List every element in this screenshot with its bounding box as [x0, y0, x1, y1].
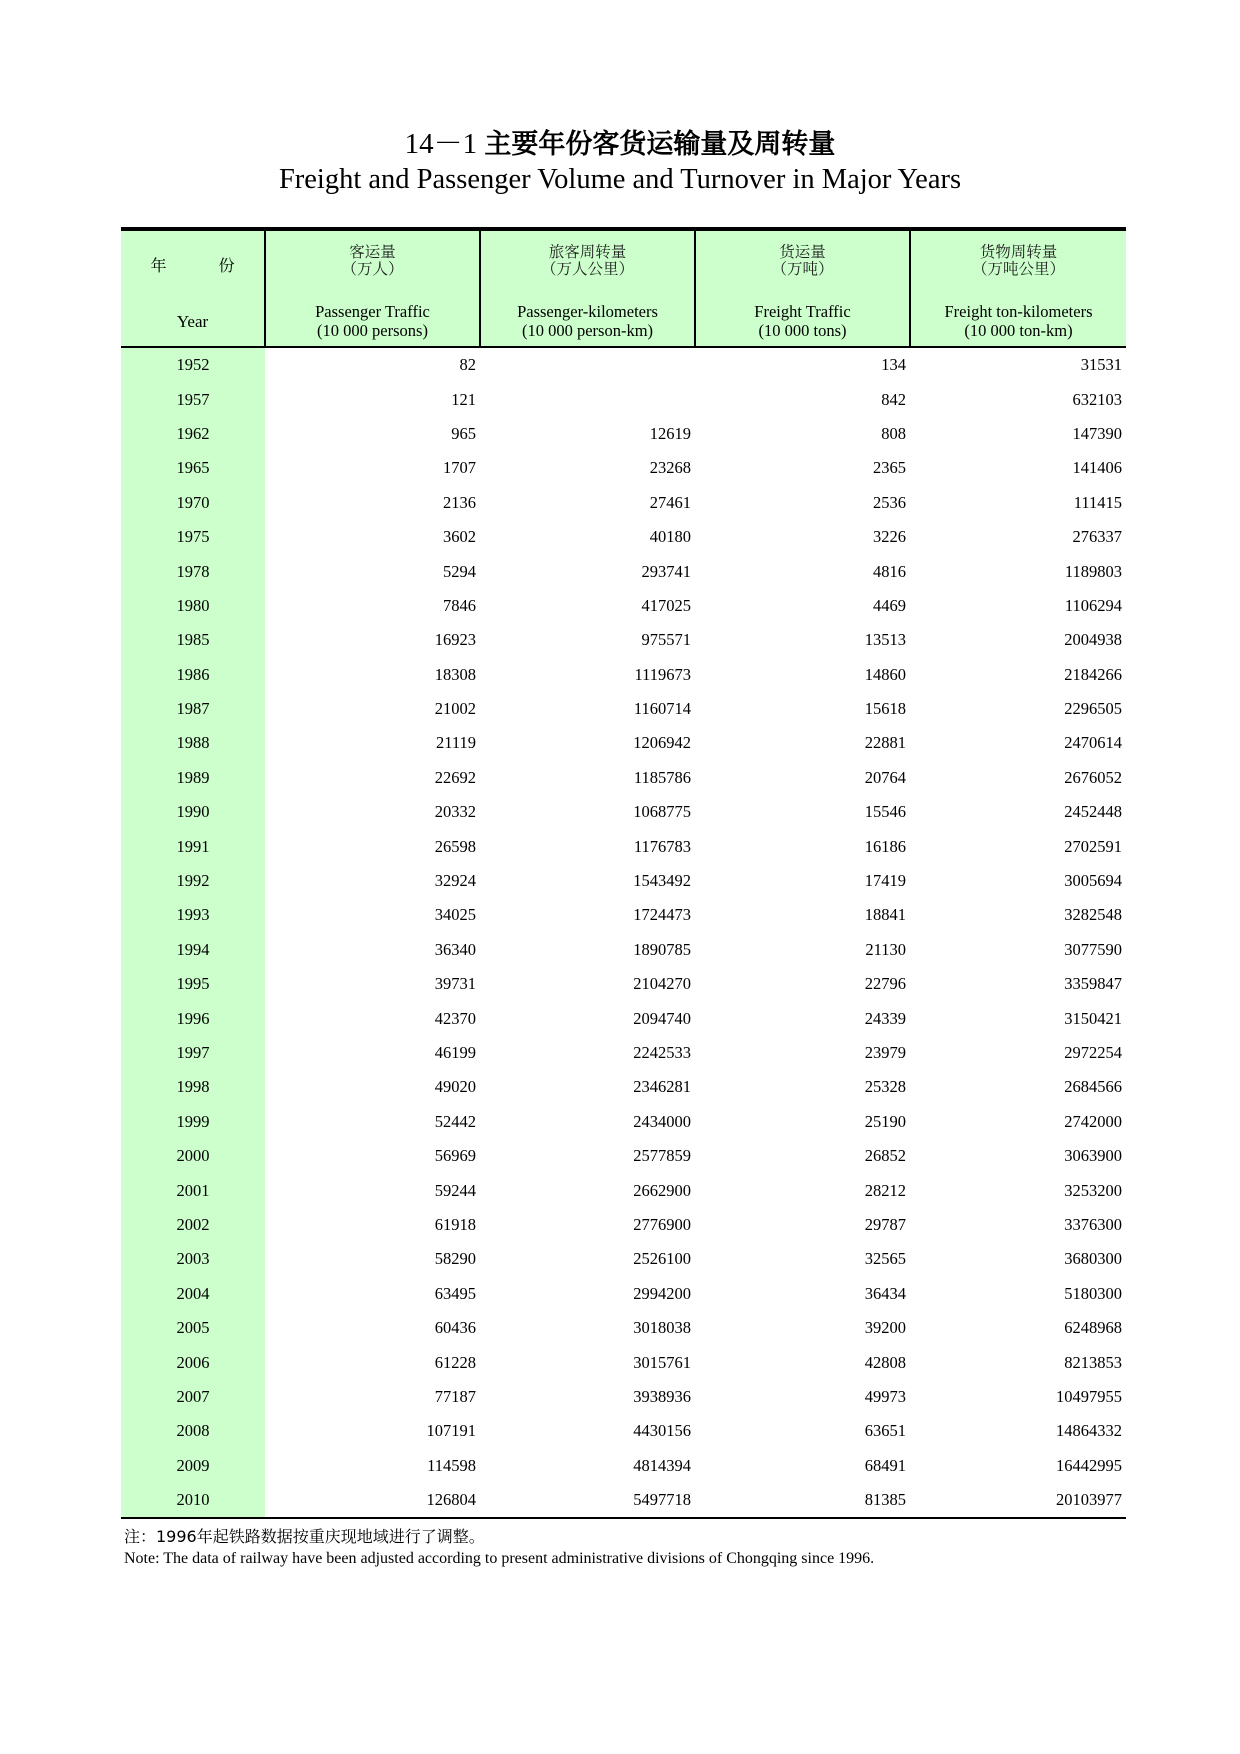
- value-cell: 10497955: [1056, 1386, 1122, 1406]
- value-cell: 7846: [443, 595, 476, 615]
- value-cell: 3018038: [633, 1318, 691, 1338]
- value-cell: 4816: [873, 561, 906, 581]
- value-cell: 293741: [641, 561, 691, 581]
- table-row: [121, 795, 1126, 829]
- header-en: Freight Traffic: [754, 302, 851, 321]
- value-cell: 3282548: [1064, 905, 1122, 925]
- year-cell: 1999: [121, 1105, 265, 1139]
- year-cell: 2010: [121, 1483, 265, 1518]
- table-row: [121, 1345, 1126, 1379]
- page-title-cn: [0, 124, 1240, 165]
- value-cell: 5180300: [1064, 1283, 1122, 1303]
- table-row: [121, 623, 1126, 657]
- value-cell: 1724473: [633, 905, 691, 925]
- value-cell: 1160714: [633, 699, 691, 719]
- value-cell: 23268: [649, 458, 691, 478]
- value-cell: 63651: [864, 1421, 906, 1441]
- value-cell: 1119673: [634, 664, 691, 684]
- table-row: [121, 1242, 1126, 1276]
- table-row: [121, 347, 1126, 382]
- value-cell: 147390: [1072, 423, 1122, 443]
- value-cell: 2004938: [1064, 630, 1122, 650]
- value-cell: 2184266: [1064, 664, 1122, 684]
- table-row: [121, 761, 1126, 795]
- year-cell: 2006: [121, 1345, 265, 1379]
- year-cell: 2002: [121, 1208, 265, 1242]
- value-cell: 2676052: [1064, 767, 1122, 787]
- value-cell: 3015761: [633, 1352, 691, 1372]
- value-cell: 3253200: [1064, 1180, 1122, 1200]
- value-cell: 111415: [1073, 492, 1122, 512]
- value-cell: 2577859: [633, 1146, 691, 1166]
- value-cell: 2346281: [633, 1077, 691, 1097]
- year-cell: 1990: [121, 795, 265, 829]
- value-cell: 3063900: [1064, 1146, 1122, 1166]
- value-cell: 2296505: [1064, 699, 1122, 719]
- year-cell: 1993: [121, 898, 265, 932]
- value-cell: 4430156: [633, 1421, 691, 1441]
- value-cell: 1206942: [633, 733, 691, 753]
- header-freight-traffic: [695, 229, 910, 347]
- value-cell: 3359847: [1064, 974, 1122, 994]
- value-cell: 32924: [434, 871, 476, 891]
- value-cell: [480, 382, 695, 416]
- value-cell: 49020: [434, 1077, 476, 1097]
- header-cn-unit: （万人公里）: [540, 260, 634, 278]
- header-en: Freight ton-kilometers: [944, 302, 1093, 321]
- year-cell: 2003: [121, 1242, 265, 1276]
- value-cell: 2702591: [1064, 836, 1122, 856]
- value-cell: 842: [881, 389, 906, 409]
- table-row: [121, 589, 1126, 623]
- table-row: [121, 1001, 1126, 1035]
- value-cell: 60436: [434, 1318, 476, 1338]
- value-cell: 632103: [1072, 389, 1122, 409]
- header-en-unit: (10 000 persons): [317, 321, 428, 340]
- value-cell: 23979: [864, 1043, 906, 1062]
- table-row: [121, 1208, 1126, 1242]
- year-cell: 1987: [121, 692, 265, 726]
- table-row: [121, 864, 1126, 898]
- year-cell: 1996: [121, 1001, 265, 1035]
- value-cell: 32565: [864, 1249, 906, 1269]
- value-cell: 26598: [434, 836, 476, 856]
- value-cell: 40180: [649, 527, 691, 547]
- value-cell: 18841: [864, 905, 906, 925]
- value-cell: 1176783: [633, 836, 691, 856]
- year-cell: 1952: [121, 347, 265, 382]
- value-cell: 2536: [873, 492, 906, 512]
- table-row: [121, 1380, 1126, 1414]
- year-cell: 2008: [121, 1414, 265, 1448]
- value-cell: 22692: [434, 767, 476, 787]
- year-cell: 1965: [121, 451, 265, 485]
- header-cn: 货运量: [779, 243, 826, 261]
- value-cell: 20332: [434, 802, 476, 822]
- table-row: [121, 1277, 1126, 1311]
- value-cell: 14864332: [1056, 1421, 1122, 1441]
- year-cell: 1988: [121, 726, 265, 760]
- value-cell: 14860: [864, 664, 906, 684]
- year-cell: 1997: [121, 1036, 265, 1070]
- value-cell: 276337: [1072, 527, 1122, 547]
- page-title-en: Freight and Passenger Volume and Turnover in Major Years: [278, 164, 962, 195]
- value-cell: 1106294: [1064, 595, 1122, 615]
- table-row: [121, 1449, 1126, 1483]
- value-cell: 22796: [864, 974, 906, 994]
- table-row: [121, 520, 1126, 554]
- year-cell: 1995: [121, 967, 265, 1001]
- value-cell: 13513: [864, 630, 906, 650]
- value-cell: 61228: [434, 1352, 476, 1372]
- value-cell: 1189803: [1064, 561, 1122, 581]
- header-cn: 货物周转量: [979, 243, 1058, 261]
- value-cell: 29787: [864, 1214, 906, 1234]
- value-cell: 24339: [864, 1008, 906, 1028]
- header-year-en: Year: [176, 312, 209, 331]
- year-cell: 1985: [121, 623, 265, 657]
- value-cell: 134: [881, 355, 906, 375]
- year-cell: 1975: [121, 520, 265, 554]
- value-cell: 2470614: [1064, 733, 1122, 753]
- value-cell: 2452448: [1064, 802, 1122, 822]
- value-cell: 39200: [864, 1318, 906, 1338]
- value-cell: 2994200: [633, 1283, 691, 1303]
- value-cell: 4814394: [633, 1455, 691, 1475]
- year-cell: 2005: [121, 1311, 265, 1345]
- value-cell: 2972254: [1064, 1043, 1122, 1062]
- value-cell: 42808: [864, 1352, 906, 1372]
- value-cell: 28212: [864, 1180, 906, 1200]
- note-en: Note: The data of railway have been adjusted according to present administrative divisions of Chongqing since 1996.: [124, 1550, 875, 1567]
- value-cell: 36434: [864, 1283, 906, 1303]
- value-cell: 2776900: [633, 1214, 691, 1234]
- value-cell: 2526100: [633, 1249, 691, 1269]
- value-cell: 49973: [864, 1386, 906, 1406]
- value-cell: 3005694: [1064, 871, 1122, 891]
- value-cell: 2742000: [1064, 1111, 1122, 1131]
- value-cell: 2242533: [633, 1043, 691, 1062]
- value-cell: 52442: [434, 1111, 476, 1131]
- table-row: [121, 451, 1126, 485]
- header-en: Passenger Traffic: [315, 302, 430, 321]
- header-cn: 客运量: [349, 243, 396, 261]
- table-row: [121, 1311, 1126, 1345]
- value-cell: 61918: [434, 1214, 476, 1234]
- year-cell: 2004: [121, 1277, 265, 1311]
- year-cell: 2007: [121, 1380, 265, 1414]
- year-cell: 1989: [121, 761, 265, 795]
- value-cell: 18308: [434, 664, 476, 684]
- header-en-unit: (10 000 tons): [758, 321, 847, 340]
- value-cell: 22881: [864, 733, 906, 753]
- value-cell: 3680300: [1064, 1249, 1122, 1269]
- value-cell: 2104270: [633, 974, 691, 994]
- value-cell: 1185786: [633, 767, 691, 787]
- year-cell: 1980: [121, 589, 265, 623]
- table-row: [121, 1483, 1126, 1518]
- value-cell: 121: [451, 389, 476, 409]
- value-cell: 42370: [434, 1008, 476, 1028]
- table-row: [121, 726, 1126, 760]
- value-cell: 82: [459, 355, 476, 375]
- table-row: [121, 1036, 1126, 1070]
- year-cell: 1998: [121, 1070, 265, 1104]
- value-cell: 1890785: [633, 939, 691, 959]
- year-cell: 1992: [121, 864, 265, 898]
- value-cell: 25328: [864, 1077, 906, 1097]
- header-cn-unit: （万吨）: [771, 260, 834, 278]
- value-cell: 31531: [1080, 355, 1122, 375]
- value-cell: 81385: [695, 1483, 910, 1518]
- header-year-cn: 年 份: [150, 256, 253, 275]
- header-en-unit: (10 000 ton-km): [964, 321, 1073, 340]
- value-cell: 417025: [641, 595, 691, 615]
- value-cell: 1707: [443, 458, 476, 478]
- value-cell: 2365: [873, 458, 906, 478]
- title-block: [0, 124, 1240, 198]
- table-row: [121, 486, 1126, 520]
- value-cell: 27461: [649, 492, 691, 512]
- header-en: Passenger-kilometers: [517, 302, 658, 321]
- year-cell: 1986: [121, 658, 265, 692]
- title-cn-text: 主要年份客货运输量及周转量: [484, 129, 836, 160]
- value-cell: 2662900: [633, 1180, 691, 1200]
- value-cell: 2684566: [1064, 1077, 1122, 1097]
- value-cell: 126804: [265, 1483, 480, 1518]
- value-cell: 21002: [434, 699, 476, 719]
- header-row: [121, 229, 1126, 347]
- year-cell: 2000: [121, 1139, 265, 1173]
- value-cell: 1068775: [633, 802, 691, 822]
- table-row: [121, 692, 1126, 726]
- value-cell: 1543492: [633, 871, 691, 891]
- table-row: [121, 1070, 1126, 1104]
- value-cell: 6248968: [1064, 1318, 1122, 1338]
- value-cell: 5497718: [480, 1483, 695, 1518]
- value-cell: 20764: [864, 767, 906, 787]
- table-row: [121, 382, 1126, 416]
- value-cell: 3150421: [1064, 1008, 1122, 1028]
- header-cn: 旅客周转量: [548, 243, 627, 261]
- table-row: [121, 1414, 1126, 1448]
- header-cn-unit: （万吨公里）: [971, 260, 1065, 278]
- value-cell: 15546: [864, 802, 906, 822]
- data-table: [121, 227, 1126, 1519]
- value-cell: 16442995: [1056, 1455, 1122, 1475]
- value-cell: 8213853: [1064, 1352, 1122, 1372]
- value-cell: 17419: [864, 871, 906, 891]
- value-cell: 77187: [434, 1386, 476, 1406]
- header-year: [121, 229, 265, 347]
- value-cell: 2136: [443, 492, 476, 512]
- value-cell: 3226: [873, 527, 906, 547]
- year-cell: 1994: [121, 933, 265, 967]
- value-cell: 21130: [865, 939, 906, 959]
- value-cell: 39731: [434, 974, 476, 994]
- value-cell: 58290: [434, 1249, 476, 1269]
- value-cell: 15618: [864, 699, 906, 719]
- value-cell: 16186: [864, 836, 906, 856]
- header-freight-ton-km: [910, 229, 1126, 347]
- table-row: [121, 829, 1126, 863]
- value-cell: 965: [451, 423, 476, 443]
- value-cell: 25190: [864, 1111, 906, 1131]
- value-cell: 26852: [864, 1146, 906, 1166]
- value-cell: 36340: [434, 939, 476, 959]
- table-row: [121, 967, 1126, 1001]
- value-cell: 107191: [426, 1421, 476, 1441]
- notes: [124, 1526, 874, 1570]
- year-cell: 1957: [121, 382, 265, 416]
- value-cell: 68491: [864, 1455, 906, 1475]
- note-cn: 注：1996年起铁路数据按重庆现地域进行了调整。: [124, 1527, 485, 1546]
- table-row: [121, 933, 1126, 967]
- header-en-unit: (10 000 person-km): [521, 321, 654, 340]
- table-row: [121, 554, 1126, 588]
- value-cell: 3077590: [1064, 939, 1122, 959]
- year-cell: 2001: [121, 1173, 265, 1207]
- value-cell: 5294: [443, 561, 476, 581]
- year-cell: 1991: [121, 829, 265, 863]
- table-row: [121, 1139, 1126, 1173]
- value-cell: 141406: [1072, 458, 1122, 478]
- header-cn-unit: （万人）: [341, 260, 404, 278]
- value-cell: 12619: [649, 423, 691, 443]
- value-cell: 808: [881, 423, 906, 443]
- table-row: [121, 1173, 1126, 1207]
- value-cell: 56969: [434, 1146, 476, 1166]
- year-cell: 1970: [121, 486, 265, 520]
- value-cell: 975571: [641, 630, 691, 650]
- table-row: [121, 417, 1126, 451]
- value-cell: 2094740: [633, 1008, 691, 1028]
- value-cell: 21119: [435, 733, 476, 753]
- table-row: [121, 658, 1126, 692]
- year-cell: 1962: [121, 417, 265, 451]
- header-passenger-traffic: [265, 229, 480, 347]
- year-cell: 2009: [121, 1449, 265, 1483]
- year-cell: 1978: [121, 554, 265, 588]
- value-cell: 114598: [427, 1455, 476, 1475]
- value-cell: 4469: [873, 595, 906, 615]
- table-number: 14－1: [404, 128, 478, 160]
- value-cell: 3602: [443, 527, 476, 547]
- table-row: [121, 1105, 1126, 1139]
- value-cell: [480, 347, 695, 382]
- value-cell: 46199: [434, 1043, 476, 1062]
- header-passenger-km: [480, 229, 695, 347]
- value-cell: 59244: [434, 1180, 476, 1200]
- value-cell: 3376300: [1064, 1214, 1122, 1234]
- table-body: [121, 347, 1126, 1518]
- value-cell: 2434000: [633, 1111, 691, 1131]
- value-cell: 63495: [434, 1283, 476, 1303]
- value-cell: 34025: [434, 905, 476, 925]
- table-row: [121, 898, 1126, 932]
- value-cell: 20103977: [910, 1483, 1126, 1518]
- value-cell: 16923: [434, 630, 476, 650]
- value-cell: 3938936: [633, 1386, 691, 1406]
